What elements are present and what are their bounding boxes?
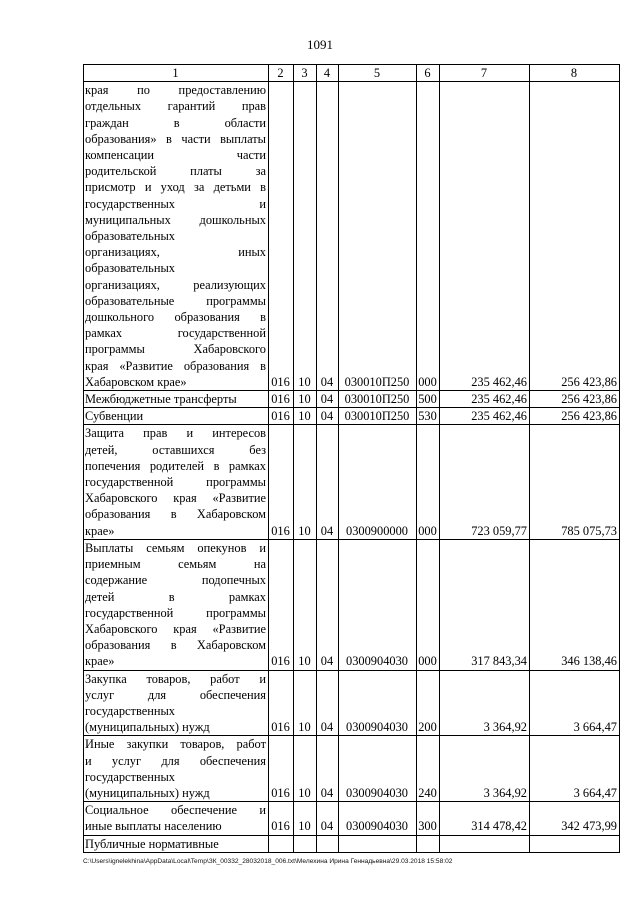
ministry-code-cell: 016: [269, 82, 294, 391]
target-article-cell: 0300904030: [339, 802, 417, 835]
target-article-cell: 0300904030: [339, 736, 417, 802]
expense-type-cell: 530: [417, 408, 440, 425]
expense-type-cell: 000: [417, 539, 440, 670]
row-name-line: государственных: [85, 703, 176, 718]
section-code-cell: 10: [294, 408, 317, 425]
row-name-line: попечения родителей в рамках: [85, 458, 266, 473]
target-article-cell: [339, 835, 417, 852]
amount-year2-cell: 3 664,47: [530, 736, 620, 802]
expense-type-cell: 300: [417, 802, 440, 835]
row-name-line: (муниципальных) нужд: [85, 720, 210, 735]
expense-type-cell: 240: [417, 736, 440, 802]
table-row: [84, 425, 620, 539]
table-row: [84, 835, 620, 852]
expense-type-cell: 200: [417, 670, 440, 736]
subsection-code-cell: 04: [317, 539, 339, 670]
row-name-line: Защита прав и интересов: [85, 426, 266, 441]
subsection-code-cell: 04: [317, 82, 339, 391]
ministry-code-cell: 016: [269, 670, 294, 736]
section-code-cell: 10: [294, 391, 317, 408]
section-code-cell: 10: [294, 425, 317, 539]
row-name-cell: [84, 802, 269, 835]
ministry-code-cell: 016: [269, 425, 294, 539]
section-code-cell: 10: [294, 670, 317, 736]
ministry-code-cell: 016: [269, 539, 294, 670]
target-article-cell: 030010П250: [339, 391, 417, 408]
amount-year2-cell: 785 075,73: [530, 425, 620, 539]
table-row: [84, 802, 620, 835]
target-article-cell: 0300904030: [339, 670, 417, 736]
amount-year2-cell: 346 138,46: [530, 539, 620, 670]
subsection-code-cell: 04: [317, 391, 339, 408]
row-name-line: государственных и: [85, 196, 266, 211]
row-name-cell: [84, 391, 269, 408]
header-cell-1: 1: [84, 65, 269, 82]
row-name-line: Хабаровском крае»: [85, 374, 187, 389]
row-name-line: крае»: [85, 654, 115, 669]
row-name-line: компенсации части: [85, 148, 266, 163]
expense-type-cell: [417, 835, 440, 852]
subsection-code-cell: 04: [317, 802, 339, 835]
amount-year1-cell: [440, 835, 530, 852]
row-name-line: образования в Хабаровском: [85, 638, 266, 653]
amount-year1-cell: 314 478,42: [440, 802, 530, 835]
section-code-cell: [294, 835, 317, 852]
amount-year2-cell: 256 423,86: [530, 391, 620, 408]
table-body: [84, 65, 620, 853]
target-article-cell: 030010П250: [339, 408, 417, 425]
row-name-line: детей в рамках: [85, 589, 266, 604]
row-name-line: родительской платы за: [85, 164, 266, 179]
row-name-cell: [84, 82, 269, 391]
row-name-line: образовательных: [85, 261, 175, 276]
page-number: 1091: [307, 37, 333, 52]
table-row: [84, 736, 620, 802]
amount-year2-cell: 256 423,86: [530, 82, 620, 391]
row-name-line: Выплаты семьям опекунов и: [85, 540, 266, 555]
row-name-line: Закупка товаров, работ и: [85, 671, 266, 686]
row-name-line: содержание подопечных: [85, 573, 266, 588]
subsection-code-cell: 04: [317, 425, 339, 539]
row-name-line: государственной программы: [85, 475, 266, 490]
row-name-line: образования» в части выплаты: [85, 131, 266, 146]
row-name-line: государственной программы: [85, 605, 266, 620]
row-name-cell: [84, 835, 269, 852]
section-code-cell: 10: [294, 802, 317, 835]
row-name-line: края по предоставлению: [85, 83, 266, 98]
ministry-code-cell: [269, 835, 294, 852]
section-code-cell: 10: [294, 736, 317, 802]
target-article-cell: 030010П250: [339, 82, 417, 391]
ministry-code-cell: 016: [269, 391, 294, 408]
amount-year2-cell: 3 664,47: [530, 670, 620, 736]
row-name-line: организациях, реализующих: [85, 277, 266, 292]
expense-type-cell: 000: [417, 425, 440, 539]
subsection-code-cell: 04: [317, 670, 339, 736]
target-article-cell: 0300904030: [339, 539, 417, 670]
row-name-line: Иные закупки товаров, работ: [85, 737, 266, 752]
row-name-line: Публичные нормативные: [85, 836, 219, 851]
amount-year1-cell: 317 843,34: [440, 539, 530, 670]
row-name-line: рамках государственной: [85, 326, 266, 341]
row-name-line: Субвенции: [85, 409, 144, 424]
amount-year1-cell: 235 462,46: [440, 408, 530, 425]
table-row: [84, 539, 620, 670]
row-name-cell: [84, 736, 269, 802]
row-name-line: образовательных: [85, 229, 175, 244]
amount-year2-cell: 342 473,99: [530, 802, 620, 835]
row-name-line: присмотр и уход за детьми в: [85, 180, 266, 195]
expense-type-cell: 500: [417, 391, 440, 408]
amount-year2-cell: [530, 835, 620, 852]
file-path-footer: C:\Users\ignelekhina\AppData\Local\Temp\ЗК_00332_28032018_006.txt\Мелехина Ирина Геннадьевна\29.03.2018 15:58:02: [83, 858, 453, 865]
budget-table: [83, 64, 620, 853]
row-name-line: программы Хабаровского: [85, 342, 266, 357]
amount-year1-cell: 235 462,46: [440, 391, 530, 408]
subsection-code-cell: [317, 835, 339, 852]
header-cell-5: 5: [339, 65, 417, 82]
row-name-line: приемным семьям на: [85, 557, 266, 572]
row-name-cell: [84, 539, 269, 670]
table-row: [84, 408, 620, 425]
row-name-line: Межбюджетные трансферты: [85, 392, 237, 407]
expense-type-cell: 000: [417, 82, 440, 391]
row-name-line: граждан в области: [85, 115, 266, 130]
row-name-line: и услуг для обеспечения: [85, 753, 266, 768]
header-cell-6: 6: [417, 65, 440, 82]
ministry-code-cell: 016: [269, 408, 294, 425]
row-name-line: услуг для обеспечения: [85, 687, 266, 702]
amount-year2-cell: 256 423,86: [530, 408, 620, 425]
row-name-line: иные выплаты населению: [85, 819, 222, 834]
table-row: [84, 391, 620, 408]
ministry-code-cell: 016: [269, 736, 294, 802]
header-cell-8: 8: [530, 65, 620, 82]
row-name-cell: [84, 425, 269, 539]
row-name-line: Социальное обеспечение и: [85, 803, 266, 818]
row-name-line: края «Развитие образования в: [85, 358, 266, 373]
header-cell-3: 3: [294, 65, 317, 82]
row-name-line: крае»: [85, 523, 115, 538]
table-row: [84, 670, 620, 736]
row-name-line: образования в Хабаровском: [85, 507, 266, 522]
row-name-cell: [84, 670, 269, 736]
ministry-code-cell: 016: [269, 802, 294, 835]
amount-year1-cell: 235 462,46: [440, 82, 530, 391]
header-cell-7: 7: [440, 65, 530, 82]
row-name-line: государственных: [85, 769, 176, 784]
target-article-cell: 0300900000: [339, 425, 417, 539]
table-row: [84, 82, 620, 391]
section-code-cell: 10: [294, 539, 317, 670]
row-name-line: детей, оставшихся без: [85, 442, 266, 457]
header-cell-4: 4: [317, 65, 339, 82]
row-name-line: отдельных гарантий прав: [85, 99, 266, 114]
header-cell-2: 2: [269, 65, 294, 82]
amount-year1-cell: 3 364,92: [440, 736, 530, 802]
row-name-line: организациях, иных: [85, 245, 266, 260]
row-name-line: Хабаровского края «Развитие: [85, 491, 266, 506]
row-name-line: образовательные программы: [85, 293, 266, 308]
subsection-code-cell: 04: [317, 736, 339, 802]
amount-year1-cell: 3 364,92: [440, 670, 530, 736]
row-name-cell: [84, 408, 269, 425]
amount-year1-cell: 723 059,77: [440, 425, 530, 539]
row-name-line: муниципальных дошкольных: [85, 212, 266, 227]
row-name-line: Хабаровского края «Развитие: [85, 621, 266, 636]
row-name-line: дошкольного образования в: [85, 310, 266, 325]
table-header-row: [84, 65, 620, 82]
row-name-line: (муниципальных) нужд: [85, 785, 210, 800]
section-code-cell: 10: [294, 82, 317, 391]
subsection-code-cell: 04: [317, 408, 339, 425]
